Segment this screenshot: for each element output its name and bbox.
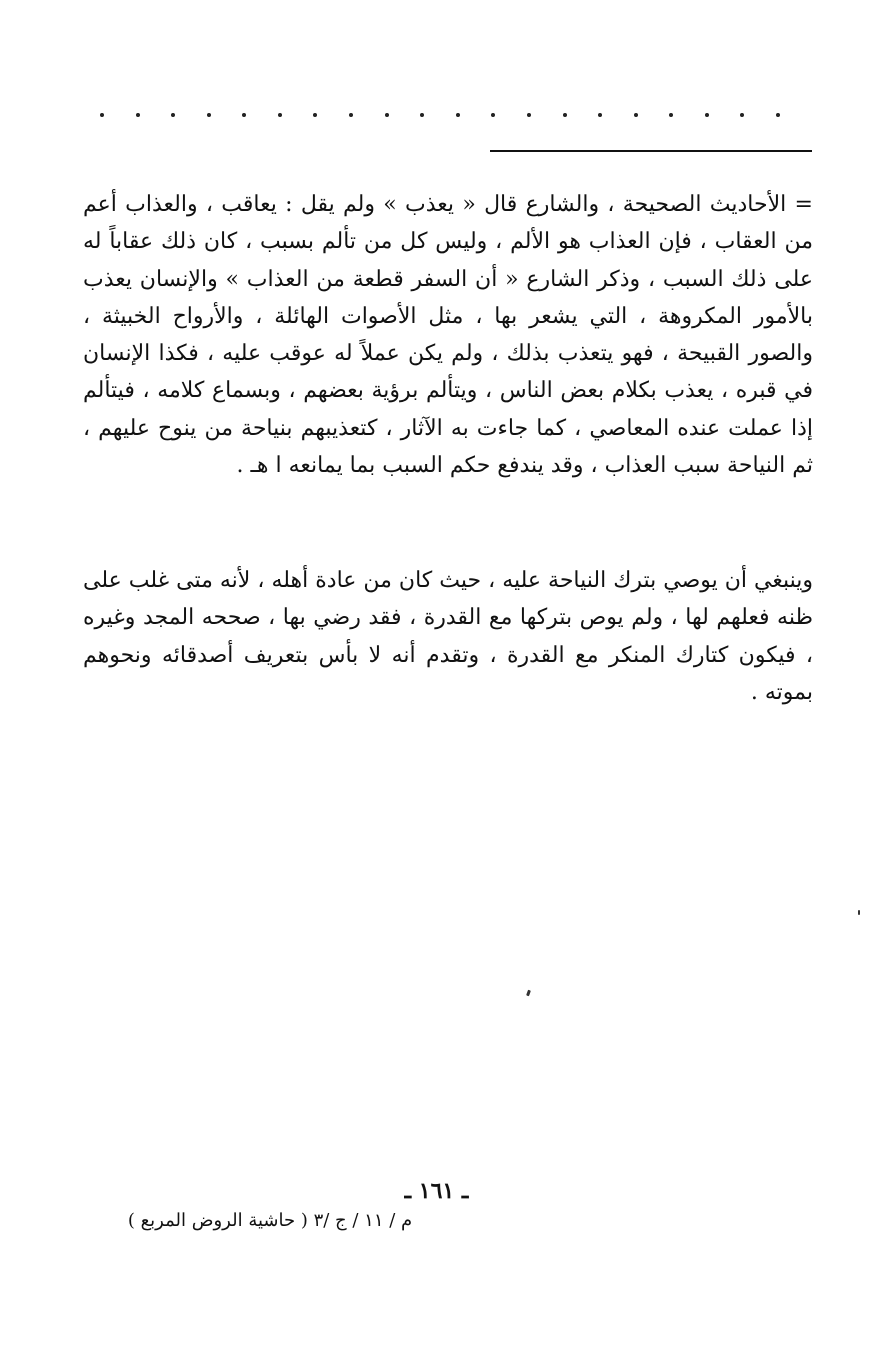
ornament-dot: [313, 113, 317, 117]
ornament-dot: [420, 113, 424, 117]
ornament-dot: [598, 113, 602, 117]
ornament-dot: [563, 113, 567, 117]
ornament-dot: [527, 113, 531, 117]
ornamental-dot-row: [100, 100, 780, 130]
volume-reference: م / ١١ / ج /٣ ( حاشية الروض المربع ): [127, 1210, 413, 1231]
ornament-dot: [669, 113, 673, 117]
ornament-dot: [349, 113, 353, 117]
ornament-dot: [705, 113, 709, 117]
ornament-dot: [491, 113, 495, 117]
ornament-dot: [456, 113, 460, 117]
ornament-dot: [100, 113, 104, 117]
ink-speck: [858, 910, 860, 915]
ornament-dot: [634, 113, 638, 117]
ornament-dot: [171, 113, 175, 117]
ornament-dot: [740, 113, 744, 117]
ornament-dot: [242, 113, 246, 117]
ornament-dot: [207, 113, 211, 117]
ornament-dot: [385, 113, 389, 117]
ornament-dot: [136, 113, 140, 117]
ornament-dot: [776, 113, 780, 117]
body-paragraph-1: = الأحاديث الصحيحة ، والشارع قال « يعذب » ولم يقل : يعاقب ، والعذاب أعم من العقاب ، فإن العذاب هو الألم ، وليس كل من تألم بسبب ، كان ذلك عقاباً له على ذلك السبب ، وذكر الشارع « أن السفر قطعة من العذاب » والإنسان يعذب بالأمور المكروهة ، التي يشعر بها ، مثل الأصوات الهائلة ، والأرواح الخبيثة ، والصور القبيحة ، فهو يتعذب بذلك ، ولم يكن عملاً له عوقب عليه ، فكذا الإنسان في قبره ، يعذب بكلام بعض الناس ، ويتألم برؤية بعضهم ، وبسماع كلامه ، فيتألم إذا عملت عنده المعاصي ، كما جاءت به الآثار ، كتعذيبهم بنياحة من ينوح عليهم ، ثم النياحة سبب العذاب ، وقد يندفع حكم السبب بما يمانعه ا هـ .: [83, 192, 813, 479]
ornament-dot: [278, 113, 282, 117]
page-number: ـ ١٦١ ـ: [404, 1178, 469, 1204]
body-paragraph-2: وينبغي أن يوصي بترك النياحة عليه ، حيث كان من عادة أهله ، لأنه متى غلب على ظنه فعلهم لها ، ولم يوص بتركها مع القدرة ، فقد رضي بها ، صححه المجد وغيره ، فيكون كتارك المنكر مع القدرة ، وتقدم أنه لا بأس بتعريف أصدقائه ونحوهم بموته .: [83, 568, 813, 705]
header-rule: [490, 150, 812, 152]
ink-speck: [526, 990, 531, 997]
